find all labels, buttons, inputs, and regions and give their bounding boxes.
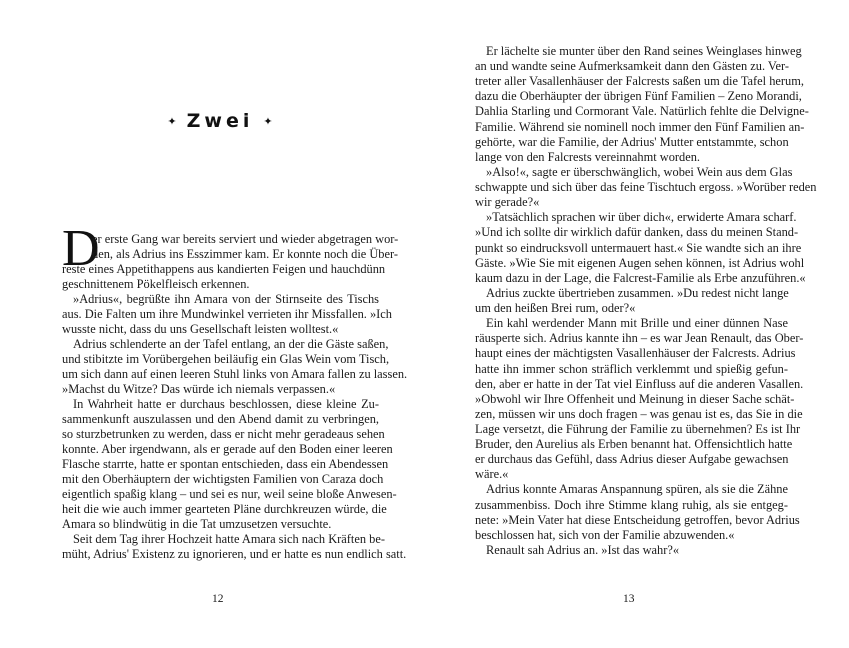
text-line: Gäste. »Wie Sie mit eigenen Augen sehen können, ist Adrius wohl [475, 255, 805, 270]
text-line: reste eines Appetithappens aus kandierten Feigen und hauchdünn [62, 262, 386, 276]
text-line: nete: »Mein Vater hat diese Entscheidung getroffen, bevor Adrius [475, 512, 800, 527]
text-line: dazu die Oberhäupter der übrigen Fünf Familien – Zeno Morandi, [475, 89, 802, 104]
text-line: hatte ihn immer schon sträflich verklemmt und spießig gefun- [475, 361, 788, 376]
text-line: Adrius schlenderte an der Tafel entlang, an der die Gäste saßen, [73, 337, 389, 351]
text-line: Dahlia Starling und Cormorant Vale. Natürlich fehlte die Delvigne- [475, 104, 809, 119]
text-line: »Obwohl wir Ihre Offenheit und Meinung in dieser Sache schät- [475, 391, 795, 406]
text-line: er erste Gang war bereits serviert und wieder abgetragen wor- [92, 232, 399, 246]
text-line: Adrius konnte Amaras Anspannung spüren, als sie die Zähne [486, 482, 788, 497]
ornament-star-icon: ✦ [167, 115, 177, 128]
text-line: den, als Adrius ins Esszimmer kam. Er konnte noch die Über- [92, 247, 399, 261]
text-line: treter aller Vasallenhäuser der Falcrests saßen um die Tafel herum, [475, 74, 804, 89]
text-line: konnte. Aber irgendwann, als er gerade auf den Boden einer leeren [62, 442, 393, 456]
text-line: gehörte, war die Familie, der Adrius' Mutter entstammte, schon [475, 134, 789, 149]
text-line: den, aber er hatte in der Tat viel Einfluss auf die anderen Vasallen. [475, 376, 804, 391]
chapter-title: Zwei [186, 110, 254, 132]
text-line: Adrius zuckte übertrieben zusammen. »Du redest nicht lange [486, 285, 789, 300]
text-line: Amara so blindwütig in die Tat umzusetzen versuchte. [62, 517, 332, 531]
text-line: so sturzbetrunken zu werden, dass er nicht mehr geradeaus sehen [62, 427, 385, 441]
drop-cap: D [62, 220, 100, 277]
text-line: »Adrius«, begrüßte ihn Amara von der Stirnseite des Tischs [73, 292, 379, 306]
text-line: eigentlich spaßig klang – und sei es nur, weil seine bloße Anwesen- [62, 487, 397, 501]
text-line: und stibitzte im Vorübergehen beiläufig ein Glas Wein vom Tisch, [62, 352, 390, 366]
text-line: Familie. Während sie nominell noch immer den Fünf Familien an- [475, 119, 805, 134]
text-line: Lage versetzt, die Führung der Familie zu übernehmen? Es ist Ihr [475, 422, 801, 436]
text-line: um sich dann auf einen leeren Stuhl links von Amara fallen zu lassen. [62, 367, 408, 381]
text-line: müht, Adrius' Existenz zu ignorieren, und er hatte es nun endlich satt. [62, 547, 407, 561]
text-line: wäre.« [475, 467, 509, 482]
text-line: beschlossen hat, sich von der Familie abzuwenden.« [475, 527, 735, 542]
ornament-star-icon: ✦ [263, 115, 273, 128]
text-line: zusammenbiss. Doch ihre Stimme klang ruhig, als sie entgeg- [475, 497, 788, 512]
text-line: um den heißen Brei rum, oder?« [475, 301, 636, 316]
left-page [0, 0, 424, 648]
text-line: sammenkunft auszulassen und den Abend damit zu verbringen, [62, 412, 379, 426]
text-line: lange von den Falcrests vereinnahmt worden. [475, 149, 701, 164]
text-line: zen, müssen wir uns doch fragen – was genau ist es, das Sie in die [475, 406, 803, 421]
text-line: »Also!«, sagte er überschwänglich, wobei Wein aus dem Glas [486, 164, 793, 179]
text-line: er durchaus das Gefühl, dass Adrius dieser Aufgabe gewachsen [475, 452, 789, 467]
text-line: Renault sah Adrius an. »Ist das wahr?« [486, 542, 680, 557]
right-page [424, 0, 849, 648]
text-line: aus. Die Falten um ihre Mundwinkel verrieten ihr Missfallen. »Ich [62, 307, 392, 321]
text-line: Ein kahl werdender Mann mit Brille und einer dünnen Nase [486, 316, 788, 331]
text-line: wusste nicht, dass du uns Gesellschaft leisten wolltest.« [62, 322, 339, 336]
text-line: Er lächelte sie munter über den Rand seines Weinglases hinweg [486, 44, 802, 58]
text-line: Bruder, den Aurelius als Erben benannt hat. Offensichtlich hatte [475, 437, 793, 452]
chapter-heading [150, 110, 290, 132]
text-line: räusperte sich. Adrius kannte ihn – es war Jean Renault, das Ober- [475, 331, 804, 346]
text-line: In Wahrheit hatte er durchaus beschlossen, diese kleine Zu- [73, 397, 379, 411]
text-line: geschnittenem Pökelfleisch erkennen. [62, 277, 250, 291]
text-line: mit den Oberhäuptern der wichtigsten Familien von Caraza doch [62, 472, 384, 486]
text-line: punkt so eindrucksvoll untermauert hast.« Sie wandte sich an ihre [475, 240, 802, 255]
page-number-right: 13 [623, 593, 635, 605]
text-line: heit die wie auch immer gearteten Pläne durchkreuzen würde, die [62, 502, 387, 516]
text-line: »Tatsächlich sprachen wir über dich«, erwiderte Amara scharf. [486, 210, 797, 225]
text-line: wir gerade?« [475, 195, 540, 210]
text-line: »Und ich sollte dir wirklich dafür danken, dass du meinen Stand- [475, 225, 799, 240]
text-line: an und wandte seine Aufmerksamkeit dann den Gästen zu. Ver- [475, 59, 790, 74]
text-line: Flasche starrte, hatte er spontan entschieden, dass ein Abendessen [62, 457, 389, 471]
page-number-left: 12 [212, 593, 224, 605]
text-line: »Machst du Witze? Das würde ich niemals verpassen.« [62, 382, 336, 396]
text-line: haupt eines der mächtigsten Vasallenhäuser der Falcrests. Adrius [475, 346, 796, 361]
text-line: kaum dazu in der Lage, die Falcrest-Familie als Erbe anzuführen.« [475, 270, 806, 285]
text-line: Seit dem Tag ihrer Hochzeit hatte Amara sich nach Kräften be- [73, 532, 385, 546]
text-line: schwappte und sich über das feine Tischtuch ergoss. »Worüber reden [475, 180, 817, 195]
